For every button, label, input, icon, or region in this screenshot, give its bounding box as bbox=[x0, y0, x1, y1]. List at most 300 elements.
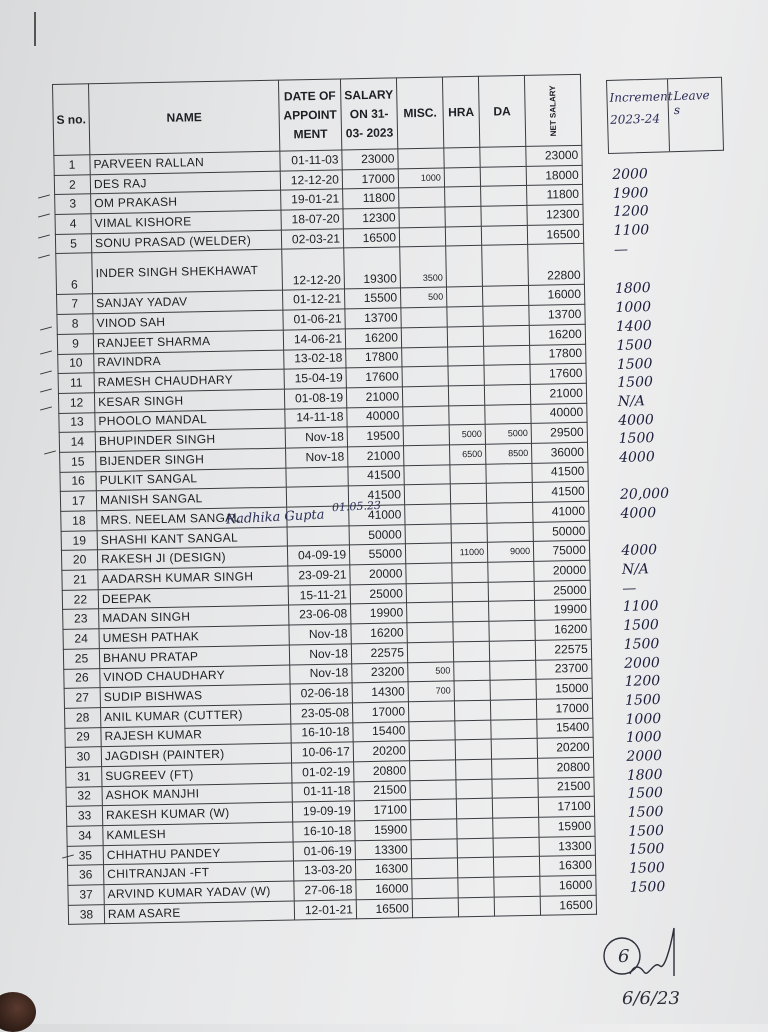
cell-salary: 17000 bbox=[342, 169, 398, 190]
cell-name: MRS. NEELAM SANGAL bbox=[97, 507, 287, 530]
cell-da bbox=[491, 719, 537, 740]
leaves-header: Leave s bbox=[673, 88, 710, 118]
col-header-name: NAME bbox=[89, 80, 280, 155]
increment-value: 1000 bbox=[625, 710, 662, 728]
cell-hra bbox=[457, 858, 493, 878]
cell-name: MADAN SINGH bbox=[99, 605, 289, 628]
cell-hra bbox=[447, 326, 483, 346]
cell-name: DES RAJ bbox=[90, 171, 280, 194]
cell-date: 02-06-18 bbox=[290, 683, 352, 704]
signature-block bbox=[600, 920, 710, 1020]
col-header-net bbox=[524, 74, 581, 146]
cell-date: Nov-18 bbox=[289, 644, 351, 665]
cell-sno: 12 bbox=[58, 393, 94, 413]
cell-date: 01-02-19 bbox=[292, 762, 354, 783]
cell-da bbox=[481, 186, 527, 207]
cell-net: 12300 bbox=[527, 204, 583, 225]
cell-hra bbox=[447, 306, 483, 326]
cell-misc bbox=[401, 327, 447, 348]
cell-name: SUDIP BISHWAS bbox=[100, 684, 290, 707]
cell-name: JAGDISH (PAINTER) bbox=[101, 743, 291, 766]
cell-net: 19900 bbox=[535, 600, 591, 621]
cell-salary: 19300 bbox=[344, 247, 401, 289]
cell-date: 15-04-19 bbox=[284, 368, 346, 389]
cell-hra bbox=[456, 759, 492, 779]
cell-date: 12-12-20 bbox=[282, 248, 345, 290]
cell-hra: 6500 bbox=[450, 444, 486, 464]
cell-hra bbox=[453, 621, 489, 641]
increment-value: 2000 bbox=[623, 654, 660, 672]
cell-net: 13700 bbox=[529, 304, 585, 325]
cell-net: 11800 bbox=[527, 185, 583, 206]
cell-da bbox=[491, 739, 537, 760]
col-header-date: DATE OF APPOINT MENT bbox=[278, 79, 341, 151]
cell-hra bbox=[456, 798, 492, 818]
increment-value: 20,000 bbox=[619, 486, 670, 504]
cell-salary: 41500 bbox=[348, 465, 404, 486]
cell-hra bbox=[451, 503, 487, 523]
cell-name: BIJENDER SINGH bbox=[96, 448, 286, 471]
cell-salary: 16200 bbox=[345, 328, 401, 349]
cell-sno: 10 bbox=[58, 353, 94, 373]
cell-hra bbox=[455, 720, 491, 740]
cell-sno: 23 bbox=[63, 609, 99, 629]
cell-net: 13300 bbox=[539, 836, 595, 857]
cell-da bbox=[492, 798, 538, 819]
cell-salary: 16500 bbox=[343, 228, 399, 249]
increment-value: 1500 bbox=[623, 635, 660, 653]
cell-name: ANIL KUMAR (CUTTER) bbox=[100, 704, 290, 727]
increment-value: 1800 bbox=[626, 766, 663, 784]
cell-misc bbox=[407, 622, 453, 643]
increment-value: 1500 bbox=[616, 355, 653, 373]
cell-hra bbox=[453, 602, 489, 622]
cell-net: 16000 bbox=[540, 875, 596, 896]
cell-misc bbox=[408, 701, 454, 722]
cell-sno: 37 bbox=[68, 885, 104, 905]
increment-value: — bbox=[613, 241, 629, 258]
cell-da bbox=[488, 581, 534, 602]
cell-name: SHASHI KANT SANGAL bbox=[97, 527, 287, 550]
increment-value: 4000 bbox=[621, 542, 658, 560]
cell-sno: 24 bbox=[63, 629, 99, 649]
cell-hra bbox=[458, 897, 494, 917]
cell-hra bbox=[444, 167, 480, 187]
increment-value: 1200 bbox=[612, 203, 649, 221]
cell-date: 19-09-19 bbox=[292, 801, 354, 822]
cell-salary: 17000 bbox=[352, 702, 408, 723]
cell-net: 41500 bbox=[532, 482, 588, 503]
increment-value: 4000 bbox=[620, 505, 657, 522]
cell-date: 04-09-19 bbox=[287, 545, 349, 566]
cell-salary: 13300 bbox=[355, 839, 411, 860]
cell-da bbox=[485, 404, 531, 425]
cell-salary: 13700 bbox=[345, 308, 401, 329]
cell-sno: 35 bbox=[67, 845, 103, 865]
cell-da bbox=[489, 640, 535, 661]
cell-sno: 15 bbox=[60, 452, 96, 472]
cell-hra bbox=[457, 838, 493, 858]
cell-name: CHITRANJAN -FT bbox=[104, 861, 294, 884]
cell-salary: 20200 bbox=[353, 741, 409, 762]
cell-hra bbox=[448, 385, 484, 405]
cell-hra: 5000 bbox=[449, 424, 485, 444]
cell-da bbox=[481, 225, 527, 246]
cell-sno: 11 bbox=[58, 373, 94, 393]
increment-value: 1500 bbox=[616, 336, 653, 354]
cell-name: RAVINDRA bbox=[94, 350, 284, 373]
cell-net: 17800 bbox=[530, 344, 586, 365]
cell-name: KESAR SINGH bbox=[94, 389, 284, 412]
cell-net: 17000 bbox=[536, 698, 592, 719]
cell-da bbox=[487, 522, 533, 543]
col-header-misc: MISC. bbox=[396, 77, 443, 149]
header-row bbox=[53, 74, 582, 155]
cell-misc bbox=[404, 445, 450, 466]
cell-misc bbox=[406, 583, 452, 604]
cell-net: 15400 bbox=[537, 718, 593, 739]
cell-sno: 13 bbox=[59, 412, 95, 432]
cell-misc bbox=[411, 819, 457, 840]
cell-da bbox=[492, 758, 538, 779]
increment-value: 1500 bbox=[617, 374, 654, 392]
cell-hra bbox=[455, 739, 491, 759]
cell-sno: 32 bbox=[66, 786, 102, 806]
cell-da bbox=[490, 699, 536, 720]
cell-hra bbox=[445, 226, 481, 246]
cell-date: 01-08-19 bbox=[284, 388, 346, 409]
cell-net: 16200 bbox=[529, 324, 585, 345]
cell-sno: 25 bbox=[63, 649, 99, 669]
cell-net: 22575 bbox=[535, 639, 591, 660]
increment-value: 1500 bbox=[628, 859, 666, 877]
increment-value: 1900 bbox=[612, 184, 649, 202]
cell-salary: 17100 bbox=[354, 800, 410, 821]
cell-date: 14-11-18 bbox=[285, 407, 347, 428]
cell-salary: 55000 bbox=[349, 544, 405, 565]
cell-sno: 38 bbox=[68, 904, 104, 924]
cell-misc bbox=[411, 858, 457, 879]
cell-misc: 500 bbox=[400, 287, 446, 308]
cell-sno: 3 bbox=[55, 194, 91, 214]
cell-da bbox=[493, 817, 539, 838]
cell-net: 29500 bbox=[531, 423, 587, 444]
cell-net: 22800 bbox=[528, 244, 585, 286]
col-header-da: DA bbox=[478, 75, 525, 147]
cell-sno: 8 bbox=[57, 314, 93, 334]
cell-salary: 16200 bbox=[351, 623, 407, 644]
cell-sno: 30 bbox=[65, 747, 101, 767]
increment-value: 1500 bbox=[624, 691, 661, 709]
cell-net: 16500 bbox=[540, 895, 596, 916]
cell-misc bbox=[407, 642, 453, 663]
cell-salary: 15400 bbox=[353, 721, 409, 742]
increment-value: 2000 bbox=[612, 166, 649, 183]
cell-date: 16-10-18 bbox=[291, 722, 353, 743]
cell-name: OM PRAKASH bbox=[91, 191, 281, 214]
cell-misc bbox=[406, 563, 452, 584]
cell-salary: 50000 bbox=[349, 524, 405, 545]
cell-misc bbox=[399, 187, 445, 208]
cell-name: UMESH PATHAK bbox=[99, 625, 289, 648]
cell-net: 23700 bbox=[536, 659, 592, 680]
binder-mark bbox=[34, 12, 36, 46]
cell-salary: 23000 bbox=[342, 149, 398, 170]
cell-net: 20000 bbox=[534, 560, 590, 581]
cell-name: RAM ASARE bbox=[104, 901, 294, 924]
cell-net: 16300 bbox=[539, 856, 595, 877]
increment-leave-header bbox=[606, 77, 724, 154]
cell-hra bbox=[452, 562, 488, 582]
manish-annotation: Radhika Gupta bbox=[225, 507, 325, 528]
cell-sno: 29 bbox=[65, 727, 101, 747]
cell-name: ASHOK MANJHI bbox=[102, 783, 292, 806]
cell-hra bbox=[445, 187, 481, 207]
cell-misc bbox=[410, 799, 456, 820]
signature-number: 6 bbox=[618, 946, 630, 967]
cell-hra bbox=[453, 641, 489, 661]
cell-net: 15900 bbox=[539, 816, 595, 837]
cell-name: ARVIND KUMAR YADAV (W) bbox=[104, 881, 294, 904]
cell-date: 23-06-08 bbox=[289, 604, 351, 625]
cell-misc bbox=[404, 484, 450, 505]
cell-name: PARVEEN RALLAN bbox=[90, 151, 280, 174]
cell-salary: 16500 bbox=[356, 898, 412, 919]
cell-hra bbox=[454, 700, 490, 720]
cell-misc bbox=[399, 227, 445, 248]
cell-sno: 27 bbox=[64, 688, 100, 708]
cell-hra bbox=[444, 147, 480, 167]
cell-misc bbox=[405, 504, 451, 525]
cell-name: SONU PRASAD (WELDER) bbox=[91, 230, 281, 253]
cell-da bbox=[488, 561, 534, 582]
increment-value: N/A bbox=[617, 393, 646, 410]
cell-name: BHANU PRATAP bbox=[99, 645, 289, 668]
thumb-shadow bbox=[0, 992, 36, 1032]
cell-da bbox=[480, 166, 526, 187]
cell-salary: 41000 bbox=[349, 505, 405, 526]
cell-sno: 21 bbox=[62, 570, 98, 590]
cell-misc bbox=[405, 543, 451, 564]
cell-date: 13-02-18 bbox=[284, 348, 346, 369]
cell-date: 12-01-21 bbox=[294, 900, 356, 921]
cell-net: 21500 bbox=[538, 777, 594, 798]
cell-net: 23000 bbox=[526, 145, 582, 166]
cell-net: 17600 bbox=[530, 363, 586, 384]
cell-sno: 20 bbox=[61, 550, 97, 570]
cell-misc bbox=[410, 779, 456, 800]
cell-sno: 14 bbox=[59, 432, 95, 452]
cell-net: 36000 bbox=[531, 442, 587, 463]
cell-net: 16500 bbox=[527, 224, 583, 245]
cell-hra bbox=[456, 779, 492, 799]
salary-table bbox=[52, 74, 597, 925]
cell-net: 15000 bbox=[536, 678, 592, 699]
increment-value: 1000 bbox=[615, 299, 652, 317]
cell-net: 41500 bbox=[532, 462, 588, 483]
cell-misc: 700 bbox=[408, 681, 454, 702]
cell-date: 13-03-20 bbox=[293, 860, 355, 881]
cell-da: 5000 bbox=[485, 424, 531, 445]
cell-salary: 20800 bbox=[354, 761, 410, 782]
cell-date: 01-12-21 bbox=[283, 289, 345, 310]
cell-sno: 26 bbox=[64, 668, 100, 688]
increment-value bbox=[619, 466, 668, 486]
cell-misc bbox=[412, 878, 458, 899]
cell-sno: 22 bbox=[62, 589, 98, 609]
cell-misc bbox=[399, 207, 445, 228]
increment-value: 1500 bbox=[618, 430, 655, 448]
signature-date: 6/6/23 bbox=[622, 988, 680, 1009]
cell-date bbox=[287, 526, 349, 547]
cell-net: 25000 bbox=[534, 580, 590, 601]
cell-name: SUGREEV (FT) bbox=[102, 763, 292, 786]
manish-annotation-date: 01.05.23 bbox=[331, 498, 382, 515]
cell-date: Nov-18 bbox=[290, 663, 352, 684]
increment-value bbox=[621, 522, 670, 542]
cell-misc bbox=[409, 740, 455, 761]
cell-misc bbox=[407, 602, 453, 623]
increment-value: 4000 bbox=[618, 411, 655, 429]
col-header-salary: SALARY ON 31-03- 2023 bbox=[340, 78, 397, 150]
increment-value: 2000 bbox=[626, 747, 663, 765]
cell-hra: 11000 bbox=[451, 543, 487, 563]
increment-value: 4000 bbox=[618, 448, 655, 466]
cell-salary: 11800 bbox=[343, 188, 399, 209]
cell-da bbox=[490, 660, 536, 681]
cell-da bbox=[481, 205, 527, 226]
cell-salary: 17800 bbox=[346, 347, 402, 368]
cell-name: RAJESH KUMAR bbox=[101, 724, 291, 747]
cell-date: 27-06-18 bbox=[294, 880, 356, 901]
cell-date: 10-06-17 bbox=[291, 742, 353, 763]
increment-value: 1500 bbox=[628, 841, 665, 859]
cell-name: SANJAY YADAV bbox=[93, 291, 283, 314]
signature-svg bbox=[600, 920, 710, 1020]
salary-sheet bbox=[52, 74, 597, 925]
cell-name: DEEPAK bbox=[98, 586, 288, 609]
cell-da bbox=[483, 325, 529, 346]
cell-da bbox=[482, 245, 529, 287]
cell-net: 20200 bbox=[537, 737, 593, 758]
cell-salary: 21000 bbox=[348, 446, 404, 467]
cell-sno: 28 bbox=[64, 708, 100, 728]
cell-misc bbox=[401, 307, 447, 328]
cell-salary: 21000 bbox=[346, 387, 402, 408]
cell-da bbox=[482, 286, 528, 307]
cell-net: 16200 bbox=[535, 619, 591, 640]
cell-misc bbox=[402, 366, 448, 387]
cell-date: 01-11-03 bbox=[280, 150, 342, 171]
increment-value: 1200 bbox=[624, 673, 661, 691]
increment-value: 1500 bbox=[629, 878, 666, 896]
cell-salary: 19900 bbox=[351, 603, 407, 624]
cell-date: 18-07-20 bbox=[281, 209, 343, 230]
cell-misc bbox=[404, 465, 450, 486]
cell-hra bbox=[446, 287, 482, 307]
cell-net: 50000 bbox=[533, 521, 589, 542]
cell-misc: 500 bbox=[408, 661, 454, 682]
cell-da bbox=[484, 345, 530, 366]
cell-salary: 41500 bbox=[348, 485, 404, 506]
cell-hra bbox=[454, 680, 490, 700]
cell-da bbox=[483, 306, 529, 327]
increment-value: 1100 bbox=[613, 222, 650, 240]
cell-hra bbox=[458, 877, 494, 897]
cell-name: PULKIT SANGAL bbox=[96, 468, 286, 491]
cell-net: 21000 bbox=[530, 383, 586, 404]
increment-value: 1100 bbox=[622, 598, 659, 616]
cell-da bbox=[480, 146, 526, 167]
cell-date: 12-12-20 bbox=[280, 170, 342, 191]
cell-hra bbox=[449, 405, 485, 425]
cell-name: INDER SINGH SHEKHAWAT bbox=[92, 250, 283, 295]
cell-salary: 16300 bbox=[355, 859, 411, 880]
cell-misc: 3500 bbox=[400, 246, 447, 288]
cell-date: 15-11-21 bbox=[288, 585, 350, 606]
cell-sno: 2 bbox=[54, 174, 90, 194]
cell-da bbox=[489, 601, 535, 622]
cell-date: 19-01-21 bbox=[281, 189, 343, 210]
increment-value: — bbox=[622, 580, 637, 597]
cell-sno: 5 bbox=[55, 234, 91, 254]
cell-misc bbox=[412, 898, 458, 919]
cell-salary: 15500 bbox=[344, 288, 400, 309]
cell-misc bbox=[410, 760, 456, 781]
increment-value: 1000 bbox=[625, 729, 662, 747]
cell-sno: 36 bbox=[68, 865, 104, 885]
cell-sno: 6 bbox=[56, 253, 93, 295]
cell-salary: 20000 bbox=[350, 564, 406, 585]
col-header-hra: HRA bbox=[442, 76, 479, 148]
cell-hra bbox=[454, 661, 490, 681]
cell-da bbox=[484, 384, 530, 405]
cell-salary: 25000 bbox=[350, 584, 406, 605]
cell-name: VINOD SAH bbox=[93, 310, 283, 333]
cell-sno: 7 bbox=[57, 294, 93, 314]
increment-value: 1500 bbox=[628, 822, 665, 840]
cell-sno: 4 bbox=[55, 214, 91, 234]
cell-sno: 18 bbox=[61, 511, 97, 531]
cell-salary: 22575 bbox=[351, 643, 407, 664]
cell-da bbox=[493, 837, 539, 858]
cell-net: 17100 bbox=[538, 797, 594, 818]
cell-salary: 14300 bbox=[352, 682, 408, 703]
cell-name: RAKESH JI (DESIGN) bbox=[97, 546, 287, 569]
cell-da bbox=[487, 502, 533, 523]
increment-value: 1500 bbox=[627, 803, 664, 821]
cell-sno: 34 bbox=[67, 826, 103, 846]
cell-date: 23-09-21 bbox=[288, 565, 350, 586]
cell-net: 18000 bbox=[526, 165, 582, 186]
increment-value: 1500 bbox=[627, 785, 664, 803]
cell-date: 23-05-08 bbox=[290, 703, 352, 724]
cell-sno: 17 bbox=[60, 491, 96, 511]
cell-salary: 40000 bbox=[347, 406, 403, 427]
cell-da bbox=[493, 857, 539, 878]
cell-misc bbox=[402, 386, 448, 407]
cell-name: MANISH SANGAL bbox=[96, 487, 286, 510]
cell-date: 16-10-18 bbox=[293, 821, 355, 842]
cell-salary: 15900 bbox=[355, 820, 411, 841]
cell-da: 9000 bbox=[487, 542, 533, 563]
cell-sno: 16 bbox=[60, 471, 96, 491]
cell-da bbox=[494, 896, 540, 917]
cell-da bbox=[486, 463, 532, 484]
cell-date: 14-06-21 bbox=[283, 329, 345, 350]
cell-sno: 31 bbox=[66, 767, 102, 787]
cell-sno: 9 bbox=[57, 334, 93, 354]
